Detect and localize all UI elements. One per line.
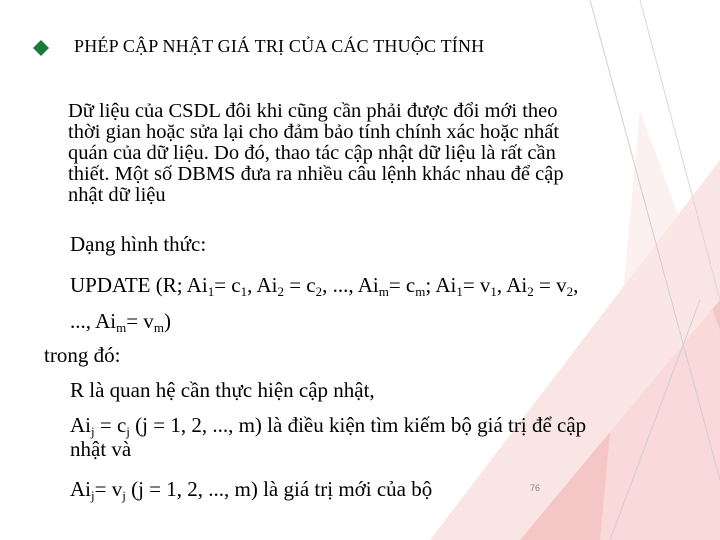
syntax-subscript: m bbox=[116, 320, 127, 335]
intro-paragraph bbox=[68, 101, 668, 206]
newval-subscript: j bbox=[91, 488, 95, 503]
slide-heading: PHÉP CẬP NHẬT GIÁ TRỊ CỦA CÁC THUỘC TÍNH bbox=[74, 36, 485, 56]
update-syntax-line-2 bbox=[70, 309, 171, 334]
syntax-subscript: 2 bbox=[527, 284, 534, 299]
form-label: Dạng hình thức: bbox=[70, 232, 207, 256]
syntax-text: UPDATE (R; Ai bbox=[70, 273, 208, 297]
syntax-text: = v bbox=[462, 273, 491, 297]
syntax-subscript: 1 bbox=[456, 284, 463, 299]
paragraph-line: nhật dữ liệu bbox=[68, 184, 166, 206]
syntax-text: ..., Ai bbox=[70, 309, 117, 333]
syntax-text: = c bbox=[283, 273, 316, 297]
syntax-text: = v bbox=[533, 273, 567, 297]
where-label: trong đó: bbox=[44, 343, 121, 367]
syntax-subscript: 1 bbox=[490, 284, 497, 299]
relation-description: R là quan hệ cần thực hiện cập nhật, bbox=[70, 378, 375, 402]
syntax-subscript: 1 bbox=[240, 284, 248, 299]
paragraph-line: thiết. Một số DBMS đưa ra nhiều câu lệnh khác nhau để cập bbox=[68, 163, 564, 185]
syntax-subscript: m bbox=[415, 284, 426, 299]
cond-text: Ai bbox=[70, 413, 91, 437]
paragraph-line: thời gian hoặc sửa lại cho đảm bảo tính chính xác hoặc nhất bbox=[68, 121, 560, 143]
syntax-subscript: m bbox=[153, 320, 164, 335]
paragraph-line: Dữ liệu của CSDL đôi khi cũng cần phải được đổi mới theo bbox=[68, 100, 558, 122]
syntax-subscript: 2 bbox=[566, 284, 574, 299]
cond-text: (j = 1, 2, ..., m) là điều kiện tìm kiếm bộ giá trị để cập bbox=[129, 413, 587, 437]
syntax-text: , Ai bbox=[496, 273, 528, 297]
syntax-text: , bbox=[573, 273, 579, 297]
syntax-subscript: 1 bbox=[207, 284, 215, 299]
new-value-description bbox=[70, 477, 432, 502]
paragraph-line: quán của dữ liệu. Do đó, thao tác cập nhật dữ liệu là rất cần bbox=[68, 142, 556, 164]
newval-subscript: j bbox=[122, 488, 126, 503]
syntax-text: = c bbox=[214, 273, 241, 297]
syntax-subscript: m bbox=[378, 284, 389, 299]
diamond-bullet-icon bbox=[33, 40, 49, 56]
newval-text: Ai bbox=[70, 477, 91, 501]
syntax-text: , Ai bbox=[247, 273, 278, 297]
syntax-text: ; Ai bbox=[425, 273, 457, 297]
cond-subscript: j bbox=[91, 424, 95, 439]
syntax-subscript: 2 bbox=[277, 284, 284, 299]
cond-text: = c bbox=[94, 413, 127, 437]
newval-text: = v bbox=[94, 477, 123, 501]
syntax-text: ) bbox=[163, 309, 171, 333]
condition-description-cont: nhật và bbox=[70, 437, 132, 461]
syntax-text: = c bbox=[388, 273, 416, 297]
syntax-subscript: 2 bbox=[315, 284, 323, 299]
syntax-text: = v bbox=[126, 309, 154, 333]
cond-subscript: j bbox=[126, 424, 130, 439]
condition-description bbox=[70, 413, 586, 438]
update-syntax-line-1 bbox=[70, 273, 578, 298]
page-number: 76 bbox=[530, 483, 541, 493]
syntax-text: , ..., Ai bbox=[322, 273, 379, 297]
newval-text: (j = 1, 2, ..., m) là giá trị mới của bộ bbox=[125, 477, 433, 501]
